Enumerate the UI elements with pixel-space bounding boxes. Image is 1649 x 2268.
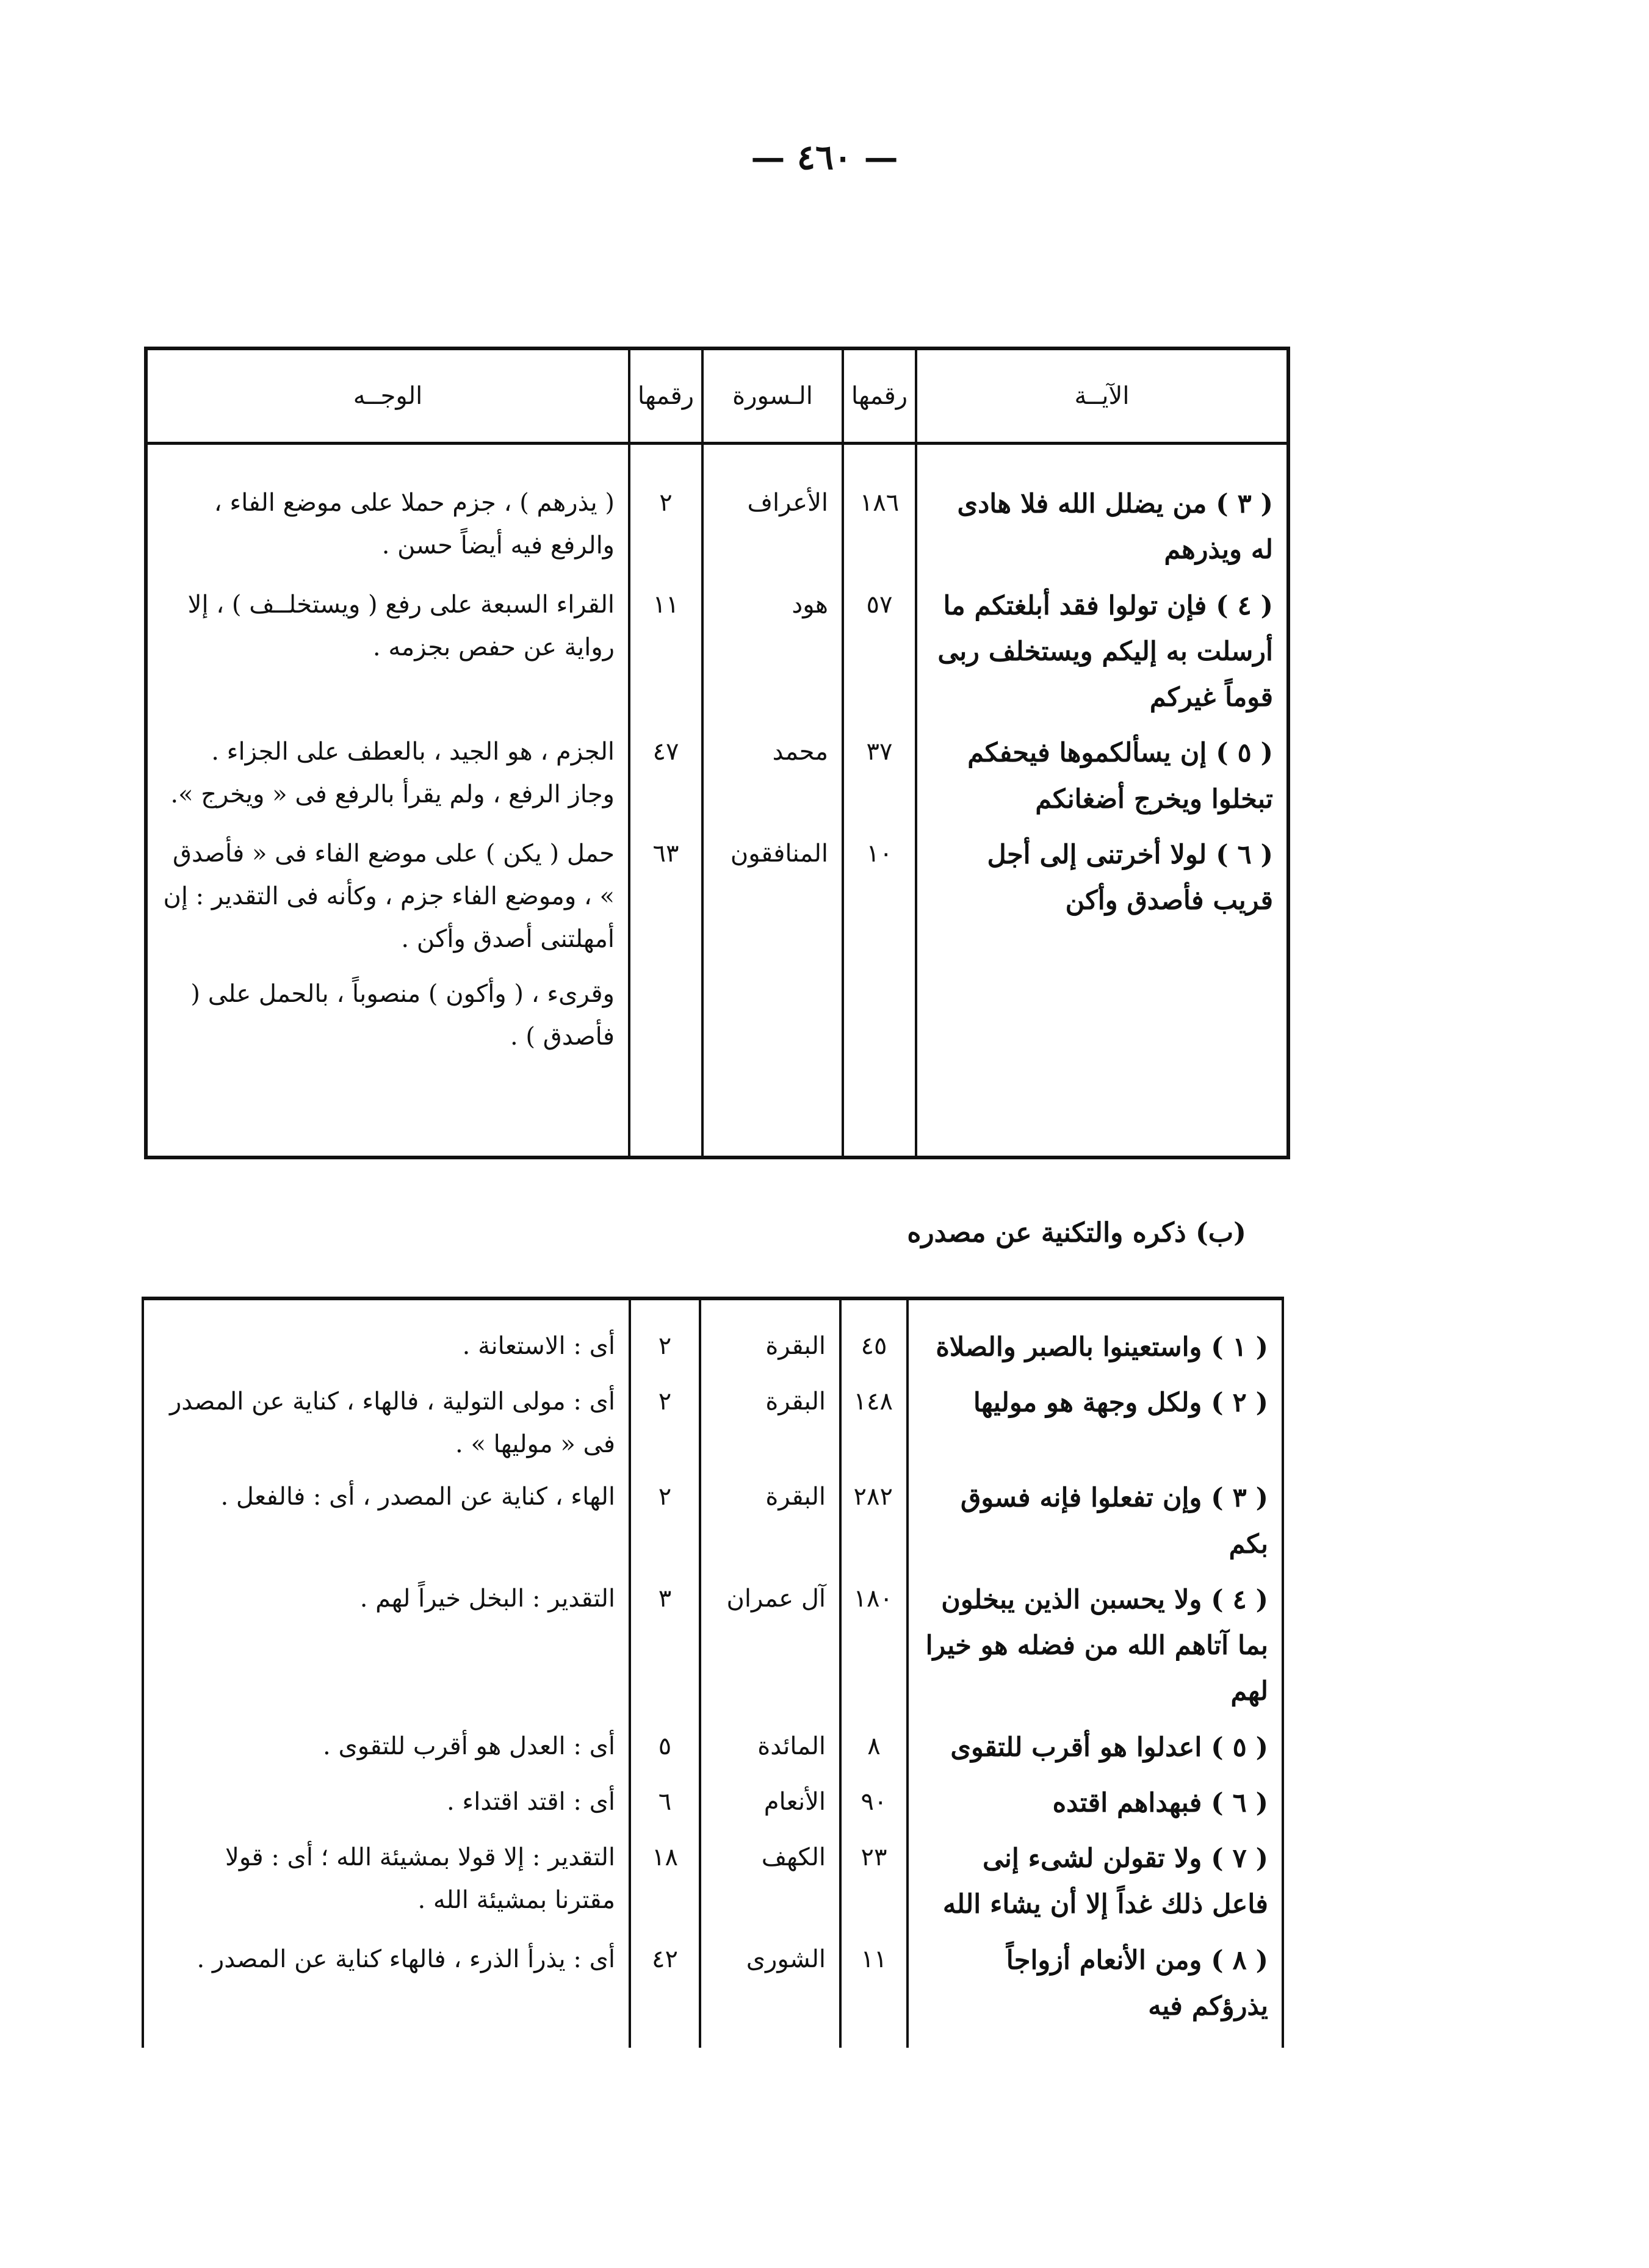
sura-name: البقرة bbox=[700, 1471, 840, 1572]
table-row bbox=[146, 444, 1288, 578]
verse-number: ٢٣ bbox=[840, 1831, 907, 1933]
sura-number: ٢ bbox=[629, 444, 702, 578]
sura-name: البقرة bbox=[700, 1298, 840, 1375]
parsing-table-a bbox=[144, 347, 1290, 1159]
sura-name: الكهف bbox=[700, 1831, 840, 1933]
verse-number: ٥٧ bbox=[843, 578, 916, 726]
table-header-row bbox=[146, 348, 1288, 444]
explanation: التقدير : البخل خيراً لهم . bbox=[143, 1572, 630, 1720]
table-row bbox=[146, 827, 1288, 1157]
explanation: أى : مولى التولية ، فالهاء ، كناية عن المصدر فى « موليها » . bbox=[143, 1375, 630, 1471]
sura-number: ٥ bbox=[630, 1720, 700, 1776]
header-sura: الـسورة bbox=[702, 348, 843, 444]
verse-text: ( ٢ ) ولكل وجهة هو موليها bbox=[907, 1375, 1283, 1471]
sura-number: ٦ bbox=[630, 1776, 700, 1831]
explanation: القراء السبعة على رفع ( ويستخلــف ) ، إلا رواية عن حفص بجزمه . bbox=[146, 578, 629, 726]
sura-name: هود bbox=[702, 578, 843, 726]
verse-number: ١٨٠ bbox=[840, 1572, 907, 1720]
verse-number: ٩٠ bbox=[840, 1776, 907, 1831]
sura-name: محمد bbox=[702, 725, 843, 827]
verse-text: ( ٥ ) إن يسألكموها فيحفكم تبخلوا ويخرج أضغانكم bbox=[916, 725, 1288, 827]
verse-number: ٢٨٢ bbox=[840, 1471, 907, 1572]
sura-number: ٢ bbox=[630, 1298, 700, 1375]
verse-text: ( ٦ ) لولا أخرتنى إلى أجل قريب فأصدق وأكن bbox=[916, 827, 1288, 1157]
sura-number: ٣ bbox=[630, 1572, 700, 1720]
verse-text: ( ٣ ) من يضلل الله فلا هادى له ويذرهم bbox=[916, 444, 1288, 578]
verse-text: ( ٨ ) ومن الأنعام أزواجاً يذرؤكم فيه bbox=[907, 1933, 1283, 2048]
sura-number: ٤٧ bbox=[629, 725, 702, 827]
verse-text: ( ٤ ) فإن تولوا فقد أبلغتكم ما أرسلت به إليكم ويستخلف ربى قوماً غيركم bbox=[916, 578, 1288, 726]
page-number: — ٤٦٠ — bbox=[751, 137, 898, 178]
explanation: أى : اقتد اقتداء . bbox=[143, 1776, 630, 1831]
explanation: الهاء ، كناية عن المصدر ، أى : فالفعل . bbox=[143, 1471, 630, 1572]
sura-number: ٢ bbox=[630, 1471, 700, 1572]
table-row bbox=[143, 1471, 1283, 1572]
verse-text: ( ٧ ) ولا تقولن لشىء إنى فاعل ذلك غداً إلا أن يشاء الله bbox=[907, 1831, 1283, 1933]
explanation-part-2: وقرىء ، ( وأكون ) منصوباً ، بالحمل على ( فأصدق ) . bbox=[190, 979, 615, 1051]
header-wajh: الوجــه bbox=[146, 348, 629, 444]
table-row bbox=[143, 1933, 1283, 2048]
header-sura-number: رقمها bbox=[629, 348, 702, 444]
sura-name: الشورى bbox=[700, 1933, 840, 2048]
sura-number: ١١ bbox=[629, 578, 702, 726]
explanation bbox=[146, 827, 629, 1157]
verse-number: ٤٥ bbox=[840, 1298, 907, 1375]
verse-number: ١١ bbox=[840, 1933, 907, 2048]
sura-number: ٦٣ bbox=[629, 827, 702, 1157]
verse-text: ( ٦ ) فبهداهم اقتده bbox=[907, 1776, 1283, 1831]
table-row bbox=[143, 1831, 1283, 1933]
verse-text: ( ٣ ) وإن تفعلوا فإنه فسوق بكم bbox=[907, 1471, 1283, 1572]
explanation: الجزم ، هو الجيد ، بالعطف على الجزاء . وجاز الرفع ، ولم يقرأ بالرفع فى « ويخرج ». bbox=[146, 725, 629, 827]
table-row bbox=[143, 1375, 1283, 1471]
explanation: التقدير : إلا قولا بمشيئة الله ؛ أى : قولا مقترنا بمشيئة الله . bbox=[143, 1831, 630, 1933]
verse-text: ( ٤ ) ولا يحسبن الذين يبخلون بما آتاهم الله من فضله هو خيرا لهم bbox=[907, 1572, 1283, 1720]
verse-text: ( ١ ) واستعينوا بالصبر والصلاة bbox=[907, 1298, 1283, 1375]
sura-name: الأعراف bbox=[702, 444, 843, 578]
explanation: ( يذرهم ) ، جزم حملا على موضع الفاء ، والرفع فيه أيضاً حسن . bbox=[146, 444, 629, 578]
sura-name: البقرة bbox=[700, 1375, 840, 1471]
explanation: أى : العدل هو أقرب للتقوى . bbox=[143, 1720, 630, 1776]
verse-number: ٣٧ bbox=[843, 725, 916, 827]
verse-number: ٨ bbox=[840, 1720, 907, 1776]
table-row bbox=[143, 1572, 1283, 1720]
sura-name: آل عمران bbox=[700, 1572, 840, 1720]
table-row bbox=[143, 1298, 1283, 1375]
sura-name: المنافقون bbox=[702, 827, 843, 1157]
header-aya-number: رقمها bbox=[843, 348, 916, 444]
table-row bbox=[146, 578, 1288, 726]
sura-number: ١٨ bbox=[630, 1831, 700, 1933]
verse-text: ( ٥ ) اعدلوا هو أقرب للتقوى bbox=[907, 1720, 1283, 1776]
header-aya: الآيــة bbox=[916, 348, 1288, 444]
table-row bbox=[143, 1776, 1283, 1831]
verse-number: ١٤٨ bbox=[840, 1375, 907, 1471]
verse-number: ١٨٦ bbox=[843, 444, 916, 578]
explanation-part-1: حمل ( يكن ) على موضع الفاء فى « فأصدق » ، وموضع الفاء جزم ، وكأنه فى التقدير : إن أمهلتنى أصدق وأكن . bbox=[163, 839, 615, 953]
verse-number: ١٠ bbox=[843, 827, 916, 1157]
section-heading: (ب) ذكره والتكنية عن مصدره bbox=[907, 1217, 1246, 1248]
table-row bbox=[143, 1720, 1283, 1776]
table-row bbox=[146, 725, 1288, 827]
sura-name: الأنعام bbox=[700, 1776, 840, 1831]
explanation: أى : الاستعانة . bbox=[143, 1298, 630, 1375]
sura-name: المائدة bbox=[700, 1720, 840, 1776]
sura-number: ٤٢ bbox=[630, 1933, 700, 2048]
explanation: أى : يذرأ الذرء ، فالهاء كناية عن المصدر . bbox=[143, 1933, 630, 2048]
parsing-table-b bbox=[142, 1297, 1284, 2048]
sura-number: ٢ bbox=[630, 1375, 700, 1471]
